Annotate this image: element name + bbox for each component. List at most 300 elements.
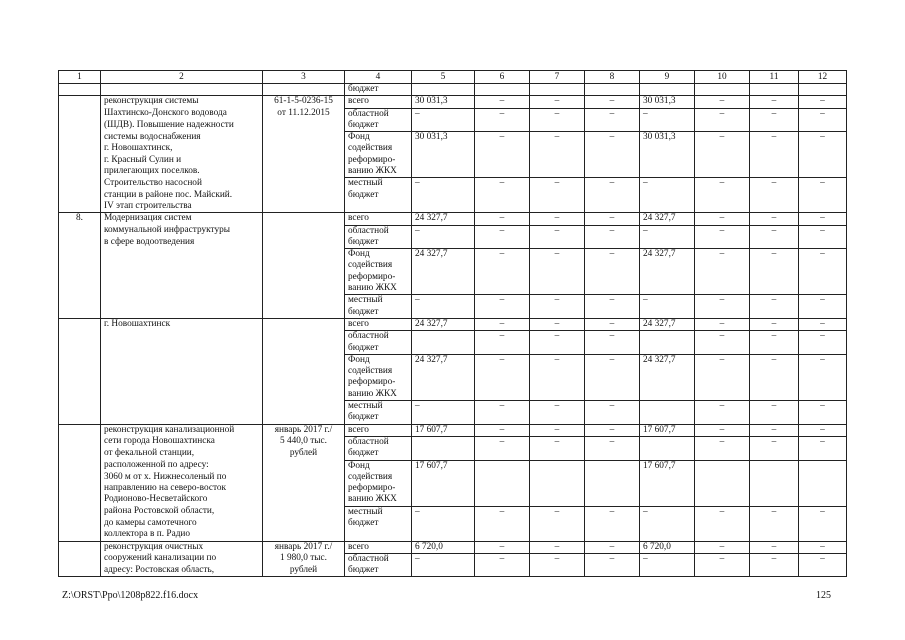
value-cell [640, 518, 695, 529]
row-number [59, 283, 101, 295]
value-cell [695, 389, 750, 401]
date-cell [263, 472, 345, 483]
date-cell [263, 401, 345, 413]
value-cell: – [799, 506, 847, 518]
value-cell: 17 607,7 [412, 460, 475, 472]
object-name: адресу: Ростовская область, [101, 565, 263, 577]
date-cell [263, 166, 345, 178]
value-cell [695, 377, 750, 388]
value-cell: – [750, 96, 799, 108]
funding-source: областной [345, 436, 412, 448]
value-cell [585, 283, 640, 295]
value-cell: – [695, 506, 750, 518]
table-row [59, 225, 847, 237]
value-cell [640, 190, 695, 201]
date-cell: 5 440,0 тыс. [263, 436, 345, 448]
value-cell: – [799, 541, 847, 553]
value-cell [799, 237, 847, 249]
value-cell: – [695, 108, 750, 120]
value-cell [695, 237, 750, 249]
value-cell [750, 565, 799, 577]
value-cell: – [799, 178, 847, 190]
object-name: до камеры самотечного [101, 518, 263, 529]
column-header: 6 [475, 71, 530, 84]
value-cell: – [750, 108, 799, 120]
value-cell: 17 607,7 [412, 424, 475, 436]
table-row [59, 553, 847, 565]
value-cell [695, 260, 750, 271]
value-cell: – [530, 249, 585, 261]
funding-source: реформиро- [345, 155, 412, 166]
object-name: реконструкция системы [101, 96, 263, 108]
value-cell [585, 190, 640, 201]
value-cell [799, 190, 847, 201]
value-cell [640, 472, 695, 483]
value-cell [530, 143, 585, 154]
funding-source: содействия [345, 366, 412, 377]
row-number [59, 143, 101, 154]
value-cell: – [412, 225, 475, 237]
value-cell: – [585, 318, 640, 330]
value-cell [530, 377, 585, 388]
value-cell [640, 483, 695, 494]
column-header: 10 [695, 71, 750, 84]
value-cell [695, 460, 750, 472]
value-cell: – [750, 506, 799, 518]
value-cell: – [750, 225, 799, 237]
value-cell: – [585, 108, 640, 120]
value-cell: – [750, 553, 799, 565]
value-cell [412, 166, 475, 178]
object-name [101, 331, 263, 343]
value-cell [475, 412, 530, 424]
value-cell [750, 283, 799, 295]
value-cell [750, 143, 799, 154]
value-cell [585, 529, 640, 541]
value-cell [585, 155, 640, 166]
value-cell [585, 84, 640, 96]
object-name: станции в районе пос. Майский. [101, 190, 263, 201]
budget-table [58, 70, 847, 577]
date-cell [263, 260, 345, 271]
value-cell: 17 607,7 [640, 460, 695, 472]
column-header: 5 [412, 71, 475, 84]
object-name [101, 354, 263, 366]
value-cell [799, 155, 847, 166]
value-cell: – [799, 96, 847, 108]
value-cell [640, 377, 695, 388]
object-name: сети города Новошахтинска [101, 436, 263, 448]
date-cell [263, 389, 345, 401]
row-number [59, 307, 101, 319]
table-row [59, 143, 847, 154]
object-name [101, 307, 263, 319]
value-cell [585, 143, 640, 154]
value-cell: – [530, 331, 585, 343]
table-row [59, 401, 847, 413]
value-cell [640, 237, 695, 249]
funding-source: Фонд [345, 354, 412, 366]
row-number [59, 553, 101, 565]
value-cell [530, 529, 585, 541]
value-cell [475, 166, 530, 178]
value-cell [799, 307, 847, 319]
value-cell [695, 190, 750, 201]
table-row [59, 272, 847, 283]
row-number [59, 343, 101, 355]
table-row [59, 260, 847, 271]
row-number [59, 178, 101, 190]
table-row [59, 84, 847, 96]
value-cell [750, 412, 799, 424]
object-name: IV этап строительства [101, 201, 263, 213]
value-cell [799, 201, 847, 213]
value-cell [475, 272, 530, 283]
value-cell: – [750, 318, 799, 330]
object-name: прилегающих поселков. [101, 166, 263, 178]
funding-source: реформиро- [345, 483, 412, 494]
value-cell: 24 327,7 [412, 213, 475, 225]
funding-source [345, 529, 412, 541]
date-cell [263, 132, 345, 144]
value-cell [585, 448, 640, 460]
object-name [101, 260, 263, 271]
value-cell [412, 565, 475, 577]
row-number [59, 565, 101, 577]
value-cell [750, 166, 799, 178]
value-cell [530, 518, 585, 529]
value-cell: – [475, 318, 530, 330]
value-cell [799, 343, 847, 355]
value-cell: – [530, 354, 585, 366]
funding-source: бюджет [345, 412, 412, 424]
object-name [101, 343, 263, 355]
value-cell [695, 494, 750, 506]
value-cell [530, 494, 585, 506]
value-cell [530, 166, 585, 178]
value-cell [750, 460, 799, 472]
value-cell [695, 529, 750, 541]
value-cell [695, 201, 750, 213]
funding-source: областной [345, 331, 412, 343]
object-name [101, 249, 263, 261]
row-number [59, 237, 101, 249]
date-cell [263, 494, 345, 506]
header-row [59, 71, 847, 84]
object-name: коммунальной инфраструктуры [101, 225, 263, 237]
value-cell [475, 201, 530, 213]
funding-source: ванию ЖКХ [345, 494, 412, 506]
funding-source: бюджет [345, 565, 412, 577]
value-cell [475, 84, 530, 96]
row-number [59, 377, 101, 388]
value-cell [475, 472, 530, 483]
date-cell [263, 460, 345, 472]
value-cell: 24 327,7 [412, 249, 475, 261]
value-cell: – [475, 213, 530, 225]
value-cell: – [585, 424, 640, 436]
table-row [59, 354, 847, 366]
date-cell [263, 272, 345, 283]
value-cell [585, 412, 640, 424]
date-cell [263, 518, 345, 529]
value-cell [530, 412, 585, 424]
value-cell [640, 201, 695, 213]
value-cell: – [475, 401, 530, 413]
value-cell: – [475, 541, 530, 553]
value-cell: 24 327,7 [640, 354, 695, 366]
value-cell [475, 389, 530, 401]
value-cell [750, 237, 799, 249]
row-number [59, 436, 101, 448]
value-cell: – [412, 108, 475, 120]
value-cell: – [799, 318, 847, 330]
object-name [101, 283, 263, 295]
funding-source: местный [345, 506, 412, 518]
table-row [59, 436, 847, 448]
value-cell: – [530, 213, 585, 225]
funding-source: бюджет [345, 518, 412, 529]
object-name [101, 389, 263, 401]
value-cell [640, 331, 695, 343]
value-cell: – [695, 249, 750, 261]
value-cell: – [475, 225, 530, 237]
date-cell [263, 483, 345, 494]
value-cell: – [695, 331, 750, 343]
value-cell [750, 483, 799, 494]
value-cell: – [640, 553, 695, 565]
table-row [59, 190, 847, 201]
value-cell [412, 412, 475, 424]
value-cell [640, 84, 695, 96]
date-cell [263, 283, 345, 295]
column-header: 2 [101, 71, 263, 84]
value-cell [695, 272, 750, 283]
object-name: (ШДВ). Повышение надежности [101, 120, 263, 132]
date-cell [263, 343, 345, 355]
object-name: Строительство насосной [101, 178, 263, 190]
row-number [59, 120, 101, 132]
value-cell: – [695, 213, 750, 225]
row-number [59, 96, 101, 108]
value-cell: – [530, 295, 585, 307]
column-header: 8 [585, 71, 640, 84]
object-name: 3060 м от х. Нижнесоленый по [101, 472, 263, 483]
value-cell [799, 494, 847, 506]
funding-source: всего [345, 318, 412, 330]
value-cell [412, 343, 475, 355]
value-cell [412, 190, 475, 201]
funding-source: областной [345, 225, 412, 237]
value-cell [412, 307, 475, 319]
value-cell: – [695, 132, 750, 144]
date-cell [263, 225, 345, 237]
value-cell [695, 84, 750, 96]
funding-source: бюджет [345, 307, 412, 319]
table-row [59, 307, 847, 319]
value-cell: – [412, 401, 475, 413]
value-cell: – [585, 354, 640, 366]
value-cell [475, 529, 530, 541]
value-cell [799, 518, 847, 529]
value-cell [530, 190, 585, 201]
funding-source: бюджет [345, 343, 412, 355]
value-cell [475, 366, 530, 377]
value-cell [695, 143, 750, 154]
value-cell [412, 272, 475, 283]
value-cell: – [475, 96, 530, 108]
value-cell: – [799, 108, 847, 120]
value-cell [640, 166, 695, 178]
value-cell [412, 518, 475, 529]
value-cell [799, 460, 847, 472]
value-cell [475, 155, 530, 166]
value-cell: 24 327,7 [640, 213, 695, 225]
value-cell: – [750, 436, 799, 448]
value-cell [412, 237, 475, 249]
value-cell: – [530, 401, 585, 413]
value-cell [799, 272, 847, 283]
value-cell [475, 460, 530, 472]
value-cell [640, 565, 695, 577]
value-cell [640, 494, 695, 506]
row-number: 8. [59, 213, 101, 225]
value-cell [475, 494, 530, 506]
page-number: 125 [816, 590, 831, 601]
value-cell [640, 529, 695, 541]
date-cell: январь 2017 г./ [263, 424, 345, 436]
value-cell [530, 260, 585, 271]
date-cell: рублей [263, 565, 345, 577]
value-cell [750, 448, 799, 460]
value-cell [750, 377, 799, 388]
value-cell: – [530, 424, 585, 436]
value-cell [475, 143, 530, 154]
table-row [59, 412, 847, 424]
value-cell: – [695, 318, 750, 330]
value-cell [530, 283, 585, 295]
row-number [59, 541, 101, 553]
funding-source: Фонд [345, 132, 412, 144]
value-cell: – [530, 318, 585, 330]
value-cell: – [695, 401, 750, 413]
value-cell: – [695, 178, 750, 190]
value-cell [695, 565, 750, 577]
value-cell [640, 307, 695, 319]
value-cell [695, 155, 750, 166]
object-name: Модернизация систем [101, 213, 263, 225]
row-number [59, 249, 101, 261]
row-number [59, 529, 101, 541]
value-cell: – [640, 225, 695, 237]
value-cell [530, 343, 585, 355]
value-cell [475, 377, 530, 388]
row-number [59, 295, 101, 307]
value-cell [799, 529, 847, 541]
value-cell: – [530, 506, 585, 518]
value-cell: – [530, 225, 585, 237]
value-cell [750, 155, 799, 166]
value-cell: – [799, 401, 847, 413]
value-cell [750, 201, 799, 213]
date-cell [263, 366, 345, 377]
value-cell [530, 155, 585, 166]
table-row [59, 494, 847, 506]
value-cell [412, 494, 475, 506]
date-cell: 1 980,0 тыс. [263, 553, 345, 565]
date-cell [263, 295, 345, 307]
value-cell [799, 166, 847, 178]
table-row [59, 541, 847, 553]
row-number [59, 354, 101, 366]
row-number [59, 190, 101, 201]
value-cell [585, 518, 640, 529]
table-row [59, 155, 847, 166]
row-number [59, 448, 101, 460]
value-cell: – [640, 178, 695, 190]
date-cell [263, 354, 345, 366]
row-number [59, 460, 101, 472]
object-name [101, 366, 263, 377]
value-cell: – [695, 225, 750, 237]
value-cell: – [799, 354, 847, 366]
object-name: района Ростовской области, [101, 506, 263, 518]
value-cell [412, 436, 475, 448]
value-cell: 24 327,7 [640, 249, 695, 261]
value-cell [530, 472, 585, 483]
row-number [59, 132, 101, 144]
funding-source: областной [345, 553, 412, 565]
value-cell: – [695, 424, 750, 436]
value-cell [799, 283, 847, 295]
value-cell [585, 166, 640, 178]
object-name [101, 401, 263, 413]
value-cell [750, 366, 799, 377]
funding-source: ванию ЖКХ [345, 389, 412, 401]
table-row [59, 424, 847, 436]
table-row [59, 96, 847, 108]
value-cell [799, 260, 847, 271]
table-row [59, 518, 847, 529]
funding-source: реформиро- [345, 272, 412, 283]
value-cell: – [640, 295, 695, 307]
funding-source: местный [345, 295, 412, 307]
value-cell: – [640, 108, 695, 120]
object-name: реконструкция очистных [101, 541, 263, 553]
value-cell [475, 283, 530, 295]
value-cell [640, 260, 695, 271]
funding-source: областной [345, 108, 412, 120]
value-cell [799, 412, 847, 424]
object-name: расположенной по адресу: [101, 460, 263, 472]
value-cell [412, 201, 475, 213]
value-cell [412, 529, 475, 541]
value-cell [585, 120, 640, 132]
value-cell [475, 190, 530, 201]
value-cell: – [750, 331, 799, 343]
value-cell [585, 389, 640, 401]
value-cell: – [585, 96, 640, 108]
row-number [59, 272, 101, 283]
funding-source: всего [345, 541, 412, 553]
funding-source: бюджет [345, 190, 412, 201]
row-number [59, 389, 101, 401]
value-cell [585, 237, 640, 249]
value-cell: 30 031,3 [640, 96, 695, 108]
value-cell [412, 448, 475, 460]
value-cell [475, 483, 530, 494]
value-cell: – [799, 213, 847, 225]
